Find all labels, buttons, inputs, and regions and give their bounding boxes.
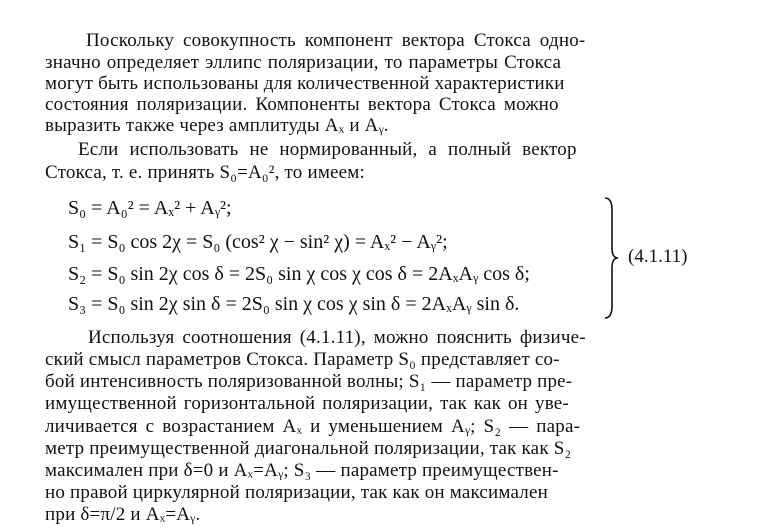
equation-number: (4.1.11) xyxy=(628,246,688,267)
right-brace xyxy=(603,196,619,320)
paragraph1-line-3: могут быть использованы для количественной характеристики xyxy=(45,73,565,94)
equation-s2: S₂ = S₀ sin 2χ cos δ = 2S₀ sin χ cos χ cos δ = 2AₓAᵧ cos δ; xyxy=(68,263,530,285)
paragraph3-line-8: но правой циркулярной поляризации, так как он максимален xyxy=(45,482,548,503)
equation-s3: S₃ = S₀ sin 2χ sin δ = 2S₀ sin χ cos χ sin δ = 2AₓAᵧ sin δ. xyxy=(68,293,520,315)
paragraph1-line-1: Поскольку совокупность компонент вектора Стокса одно- xyxy=(86,30,586,51)
paragraph3-line-7: максимален при δ=0 и Aₓ=Aᵧ; S₃ — параметр преимуществен- xyxy=(45,460,559,481)
paragraph3-line-9: при δ=π/2 и Aₓ=Aᵧ. xyxy=(45,504,201,525)
paragraph3-line-1: Используя соотношения (4.1.11), можно пояснить физиче- xyxy=(88,327,586,348)
paragraph1-line-5: выразить также через амплитуды Aₓ и Aᵧ. xyxy=(45,115,389,136)
equation-s1: S₁ = S₀ cos 2χ = S₀ (cos² χ − sin² χ) = Aₓ² − Aᵧ²; xyxy=(68,231,448,253)
equation-s0: S₀ = A₀² = Aₓ² + Aᵧ²; xyxy=(68,197,232,219)
paragraph1-line-4: состояния поляризации. Компоненты вектора Стокса можно xyxy=(45,94,559,115)
paragraph2-line-1: Если использовать не нормированный, а полный вектор xyxy=(78,139,577,160)
paragraph1-line-2: значно определяет эллипс поляризации, то параметры Стокса xyxy=(45,52,562,73)
paragraph3-line-6: метр преимущественной диагональной поляризации, так как S₂ xyxy=(45,438,572,459)
paragraph3-line-4: имущественной горизонтальной поляризации, так как он уве- xyxy=(45,393,569,414)
paragraph3-line-3: бой интенсивность поляризованной волны; S₁ — параметр пре- xyxy=(45,371,573,392)
paragraph3-line-2: ский смысл параметров Стокса. Параметр S₀ представляет со- xyxy=(45,349,560,370)
paragraph3-line-5: личивается с возрастанием Aₓ и уменьшением Aᵧ; S₂ — пара- xyxy=(45,416,581,437)
paragraph2-line-2: Стокса, т. е. принять S₀=A₀², то имеем: xyxy=(45,162,366,183)
